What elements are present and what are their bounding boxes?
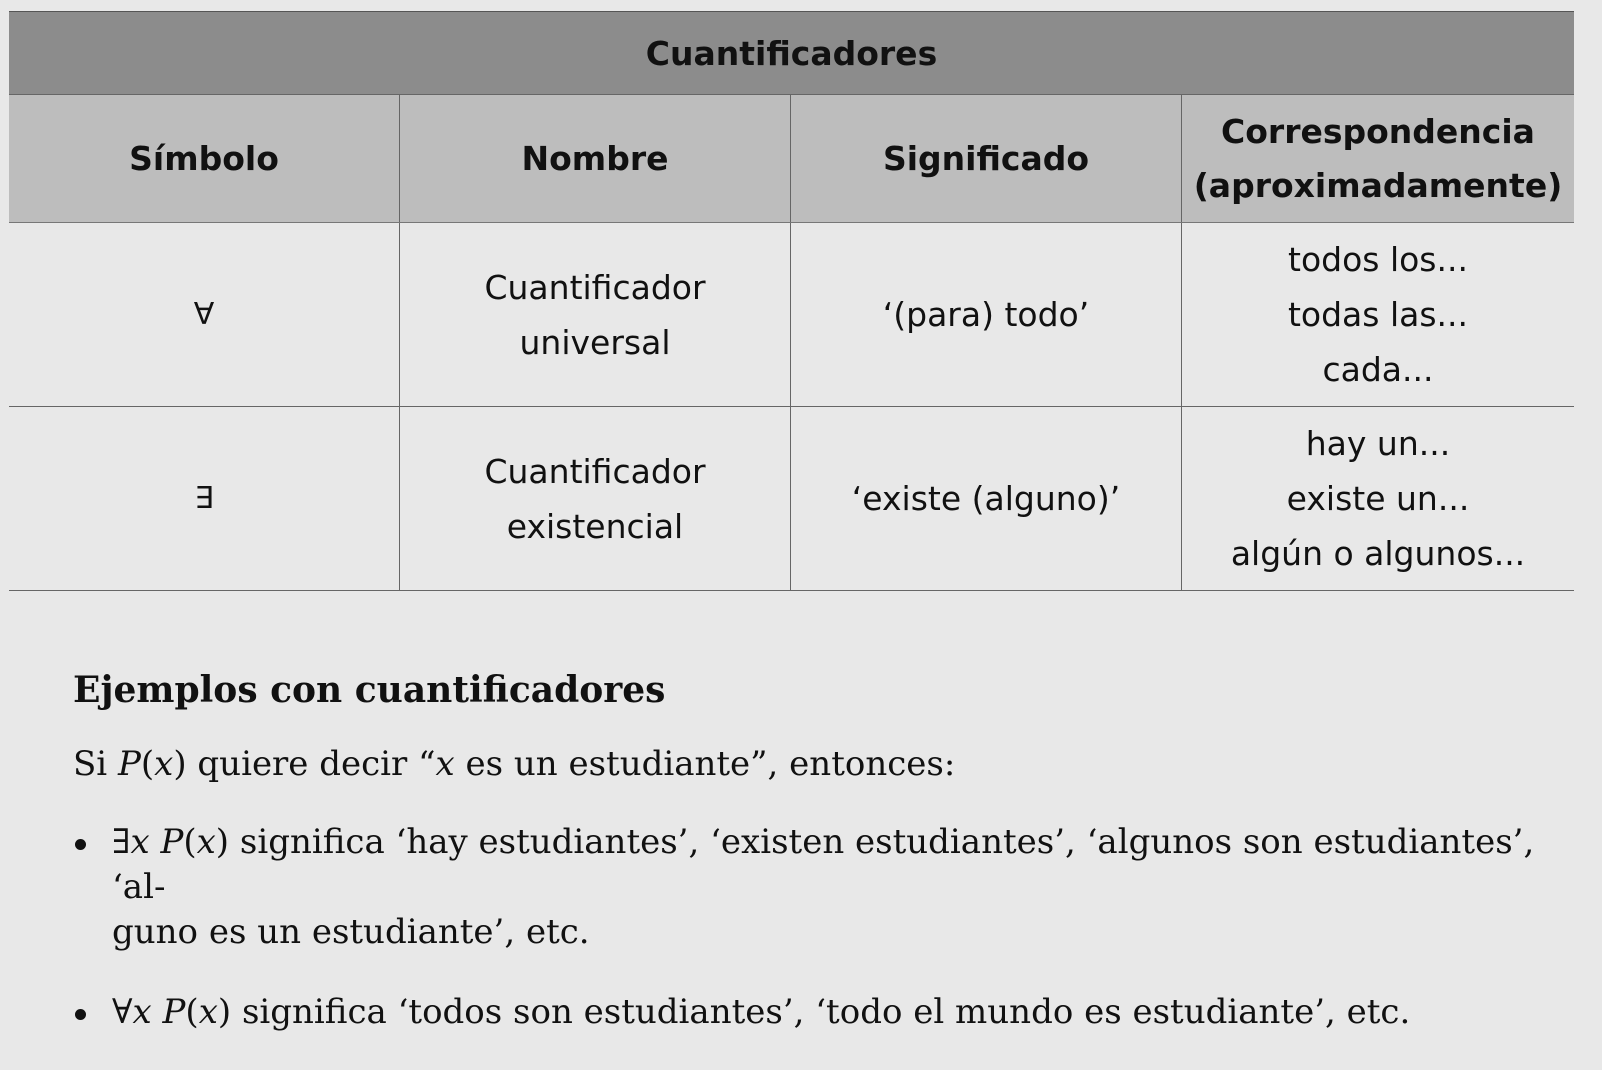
intro-text: es un estudiante”, entonces: [454, 744, 956, 784]
paren: ( [140, 744, 155, 784]
quantifiers-table [9, 11, 1574, 591]
section-title: Ejemplos con cuantificadores [73, 669, 666, 711]
forall-symbol: ∀ [193, 297, 215, 332]
header-symbol-label: Símbolo [129, 138, 279, 178]
header-name [400, 95, 791, 222]
bullet-text: significa ‘todos son estudiantes’, ‘todo el mundo es estudiante’, etc. [231, 992, 1411, 1032]
correspondence-line: todos los... [1288, 240, 1468, 279]
header-correspondence-label: Correspondencia [1221, 111, 1535, 151]
cell-correspondence [1182, 407, 1574, 590]
space [150, 822, 161, 862]
meaning-text: ‘existe (alguno)’ [851, 479, 1121, 518]
bullet-icon [75, 1009, 86, 1020]
variable-x: x [130, 822, 150, 862]
intro-paragraph [73, 744, 1573, 784]
paren: ) [173, 744, 187, 784]
bullet-icon [75, 839, 86, 850]
correspondence-line: todas las... [1287, 295, 1469, 334]
predicate-P: P [162, 992, 186, 1032]
intro-text: quiere decir “ [186, 744, 436, 784]
name-line: Cuantificador [484, 267, 706, 307]
paren: ( [183, 822, 197, 862]
name-line: universal [519, 322, 671, 362]
space [152, 992, 163, 1032]
table-header-row [9, 94, 1574, 223]
cell-name [400, 407, 791, 590]
exists-symbol: ∃ [194, 481, 214, 516]
cell-symbol [9, 407, 400, 590]
header-correspondence [1182, 95, 1574, 222]
predicate-P: P [117, 744, 141, 784]
table-row [9, 223, 1574, 407]
header-correspondence-sublabel: (aproximadamente) [1193, 165, 1563, 205]
name-line: existencial [506, 506, 684, 546]
bullet-text: guno es un estudiante’, etc. [112, 912, 590, 952]
paren: ) [215, 822, 230, 862]
header-meaning-label: Significado [882, 138, 1090, 178]
cell-meaning [791, 407, 1182, 590]
paren: ( [185, 992, 199, 1032]
correspondence-line: existe un... [1286, 479, 1470, 518]
variable-x: x [435, 744, 455, 784]
predicate-P: P [160, 822, 184, 862]
correspondence-line: hay un... [1305, 424, 1451, 463]
correspondence-line: cada... [1322, 350, 1434, 389]
table-row [9, 407, 1574, 591]
variable-x: x [154, 744, 174, 784]
variable-x: x [132, 992, 152, 1032]
cell-symbol [9, 223, 400, 406]
cell-meaning [791, 223, 1182, 406]
forall-symbol: ∀ [112, 992, 133, 1032]
cell-name [400, 223, 791, 406]
cell-correspondence [1182, 223, 1574, 406]
examples-section [73, 670, 1573, 1070]
header-symbol [9, 95, 400, 222]
bullet-text: significa ‘hay estudiantes’, ‘existen estudiantes’, ‘algunos son estudiantes’, ‘al- [112, 822, 1535, 907]
examples-list [73, 820, 1573, 1035]
name-line: Cuantificador [484, 451, 706, 491]
correspondence-line: algún o algunos... [1230, 534, 1526, 573]
header-meaning [791, 95, 1182, 222]
intro-text: Si [73, 744, 118, 784]
list-item [73, 990, 1573, 1035]
header-name-label: Nombre [521, 138, 669, 178]
meaning-text: ‘(para) todo’ [882, 295, 1090, 334]
variable-x: x [196, 822, 216, 862]
table-title: Cuantificadores [9, 11, 1574, 94]
exists-symbol: ∃ [112, 822, 131, 862]
variable-x: x [198, 992, 218, 1032]
paren: ) [217, 992, 232, 1032]
list-item [73, 820, 1573, 955]
